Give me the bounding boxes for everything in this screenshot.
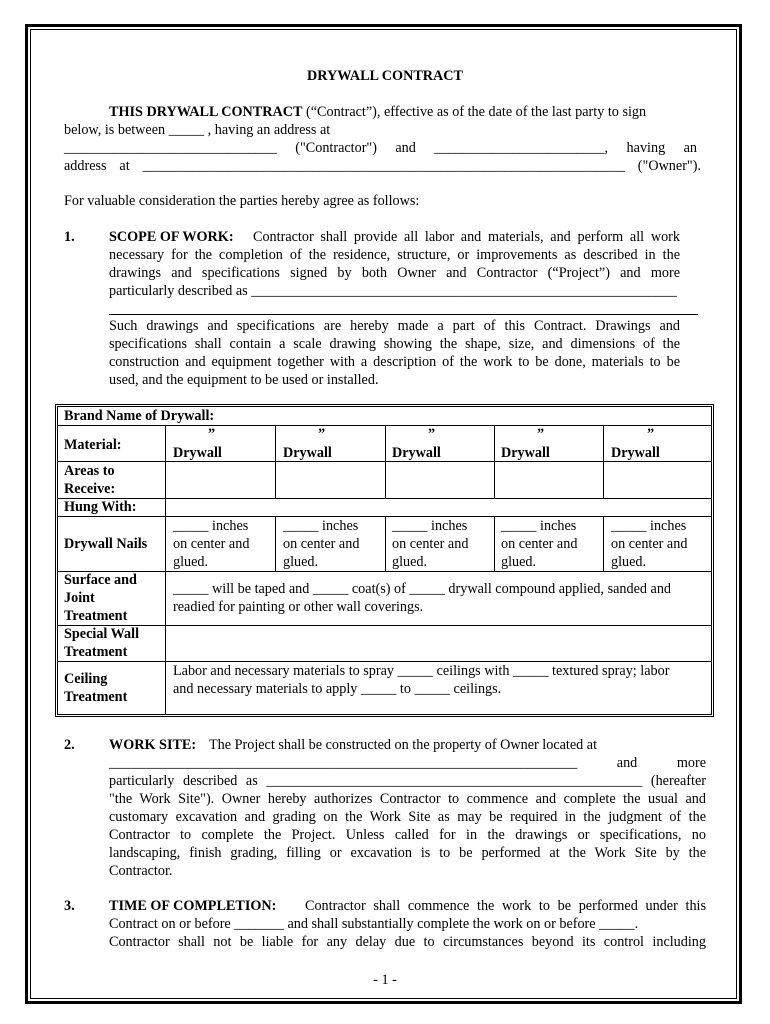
section1-heading: SCOPE OF WORK:: [109, 229, 234, 245]
section2-line-4: "the Work Site"). Owner hereby authorizes Contractor to commence and complete the usual and: [109, 791, 706, 807]
section1-line-4: particularly described as ____________________________________________________________: [109, 283, 677, 299]
nails-cell-1-line-3: glued.: [173, 554, 209, 570]
section2-line-5: customary excavation and grading on the Work Site as may be required in the judgment of the: [109, 809, 706, 825]
special-wall-label-2: Treatment: [64, 644, 128, 660]
section1-para2-line-4: used, and the equipment to be used or installed.: [109, 372, 379, 388]
section2-line-7: landscaping, finish grading, filling or excavation is to be performed at the Work Site by the: [109, 845, 706, 861]
surface-label-2: Joint: [64, 590, 95, 606]
page-number: - 1 -: [373, 972, 397, 988]
nails-cell-3-line-2: on center and: [392, 536, 469, 552]
brand-name-label: Brand Name of Drywall:: [64, 408, 215, 424]
material-name-3: Drywall: [392, 445, 441, 461]
nails-cell-5-line-1: _____ inches: [611, 518, 687, 534]
section1-blank-line: [109, 314, 698, 315]
nails-cell-5-line-3: glued.: [611, 554, 647, 570]
special-wall-label-1: Special Wall: [64, 626, 140, 642]
material-name-4: Drywall: [501, 445, 550, 461]
section2-number: 2.: [64, 737, 75, 753]
nails-cell-2-line-1: _____ inches: [283, 518, 359, 534]
section3-heading: TIME OF COMPLETION:: [109, 898, 277, 914]
section1-line-2: necessary for the completion of the residence, structure, or improvements as described in the: [109, 247, 680, 263]
intro-lead: THIS DRYWALL CONTRACT: [109, 104, 303, 120]
surface-label-1: Surface and: [64, 572, 137, 588]
section3-line-3: Contractor shall not be liable for any delay due to circumstances beyond its control including: [109, 934, 706, 950]
section1-number: 1.: [64, 229, 75, 245]
section2-line-2: __________________________________________________________________ and more: [109, 755, 706, 771]
consideration-text: For valuable consideration the parties hereby agree as follows:: [64, 193, 420, 209]
nails-cell-1-line-1: _____ inches: [173, 518, 249, 534]
section1-line-1: Contractor shall provide all labor and materials, and perform all work: [253, 229, 680, 245]
section2-line-3: particularly described as _____________________________________________________ (hereafter: [109, 773, 706, 789]
hung-with-label: Hung With:: [64, 499, 137, 515]
section3-line-2: Contract on or before _______ and shall substantially complete the work on or before _____.: [109, 916, 639, 932]
surface-label-3: Treatment: [64, 608, 128, 624]
material-mark-2: ”: [318, 426, 326, 442]
section1-line-3: drawings and specifications signed by both Owner and Contractor (“Project”) and more: [109, 265, 680, 281]
nails-cell-4-line-1: _____ inches: [501, 518, 577, 534]
section2-heading: WORK SITE:: [109, 737, 197, 753]
section3-line-1: Contractor shall commence the work to be performed under this: [305, 898, 706, 914]
section3-number: 3.: [64, 898, 75, 914]
material-name-1: Drywall: [173, 445, 222, 461]
material-mark-5: ”: [647, 426, 655, 442]
nails-cell-3-line-3: glued.: [392, 554, 428, 570]
section1-para2-line-3: construction and equipment together with a description of the work to be done, materials to be: [109, 354, 680, 370]
section1-para2-line-1: Such drawings and specifications are hereby made a part of this Contract. Drawings and: [109, 318, 680, 334]
nails-cell-5-line-2: on center and: [611, 536, 688, 552]
material-mark-3: ”: [428, 426, 436, 442]
material-label: Material:: [64, 437, 122, 453]
intro-line-1: [109, 103, 646, 121]
ceiling-label-2: Treatment: [64, 689, 128, 705]
ceiling-text-2: and necessary materials to apply _____ to _____ ceilings.: [173, 681, 502, 697]
document-title: DRYWALL CONTRACT: [307, 68, 463, 84]
intro-line-3: ______________________________ ("Contractor") and ________________________, having an: [64, 140, 697, 156]
drywall-nails-label: Drywall Nails: [64, 536, 148, 552]
material-name-5: Drywall: [611, 445, 660, 461]
nails-cell-4-line-3: glued.: [501, 554, 537, 570]
areas-label-1: Areas to: [64, 463, 115, 479]
ceiling-label-1: Ceiling: [64, 671, 108, 687]
material-name-2: Drywall: [283, 445, 332, 461]
section2-line-1: The Project shall be constructed on the property of Owner located at: [209, 737, 598, 753]
section2-line-6: Contractor to complete the Project. Unless called for in the drawings or specifications, no: [109, 827, 706, 843]
areas-label-2: Receive:: [64, 481, 116, 497]
nails-cell-2-line-2: on center and: [283, 536, 360, 552]
nails-cell-2-line-3: glued.: [283, 554, 319, 570]
surface-text-2: readied for painting or other wall coverings.: [173, 599, 424, 615]
nails-cell-3-line-1: _____ inches: [392, 518, 468, 534]
nails-cell-4-line-2: on center and: [501, 536, 578, 552]
section2-line-8: Contractor.: [109, 863, 173, 879]
surface-text-1: _____ will be taped and _____ coat(s) of _____ drywall compound applied, sanded and: [173, 581, 672, 597]
intro-lead-rest: (“Contract”), effective as of the date of the last party to sign: [302, 104, 647, 120]
intro-line-2: below, is between _____ , having an address at: [64, 122, 331, 138]
section1-para2-line-2: specifications shall contain a scale drawing showing the shape, size, and dimensions of the: [109, 336, 680, 352]
nails-cell-1-line-2: on center and: [173, 536, 250, 552]
intro-line-4: address at ____________________________________________________________________ ("Owner").: [64, 158, 701, 174]
ceiling-text-1: Labor and necessary materials to spray _____ ceilings with _____ textured spray; labor: [173, 663, 670, 679]
material-mark-1: ”: [208, 426, 216, 442]
material-mark-4: ”: [537, 426, 545, 442]
drywall-table: [55, 404, 714, 717]
